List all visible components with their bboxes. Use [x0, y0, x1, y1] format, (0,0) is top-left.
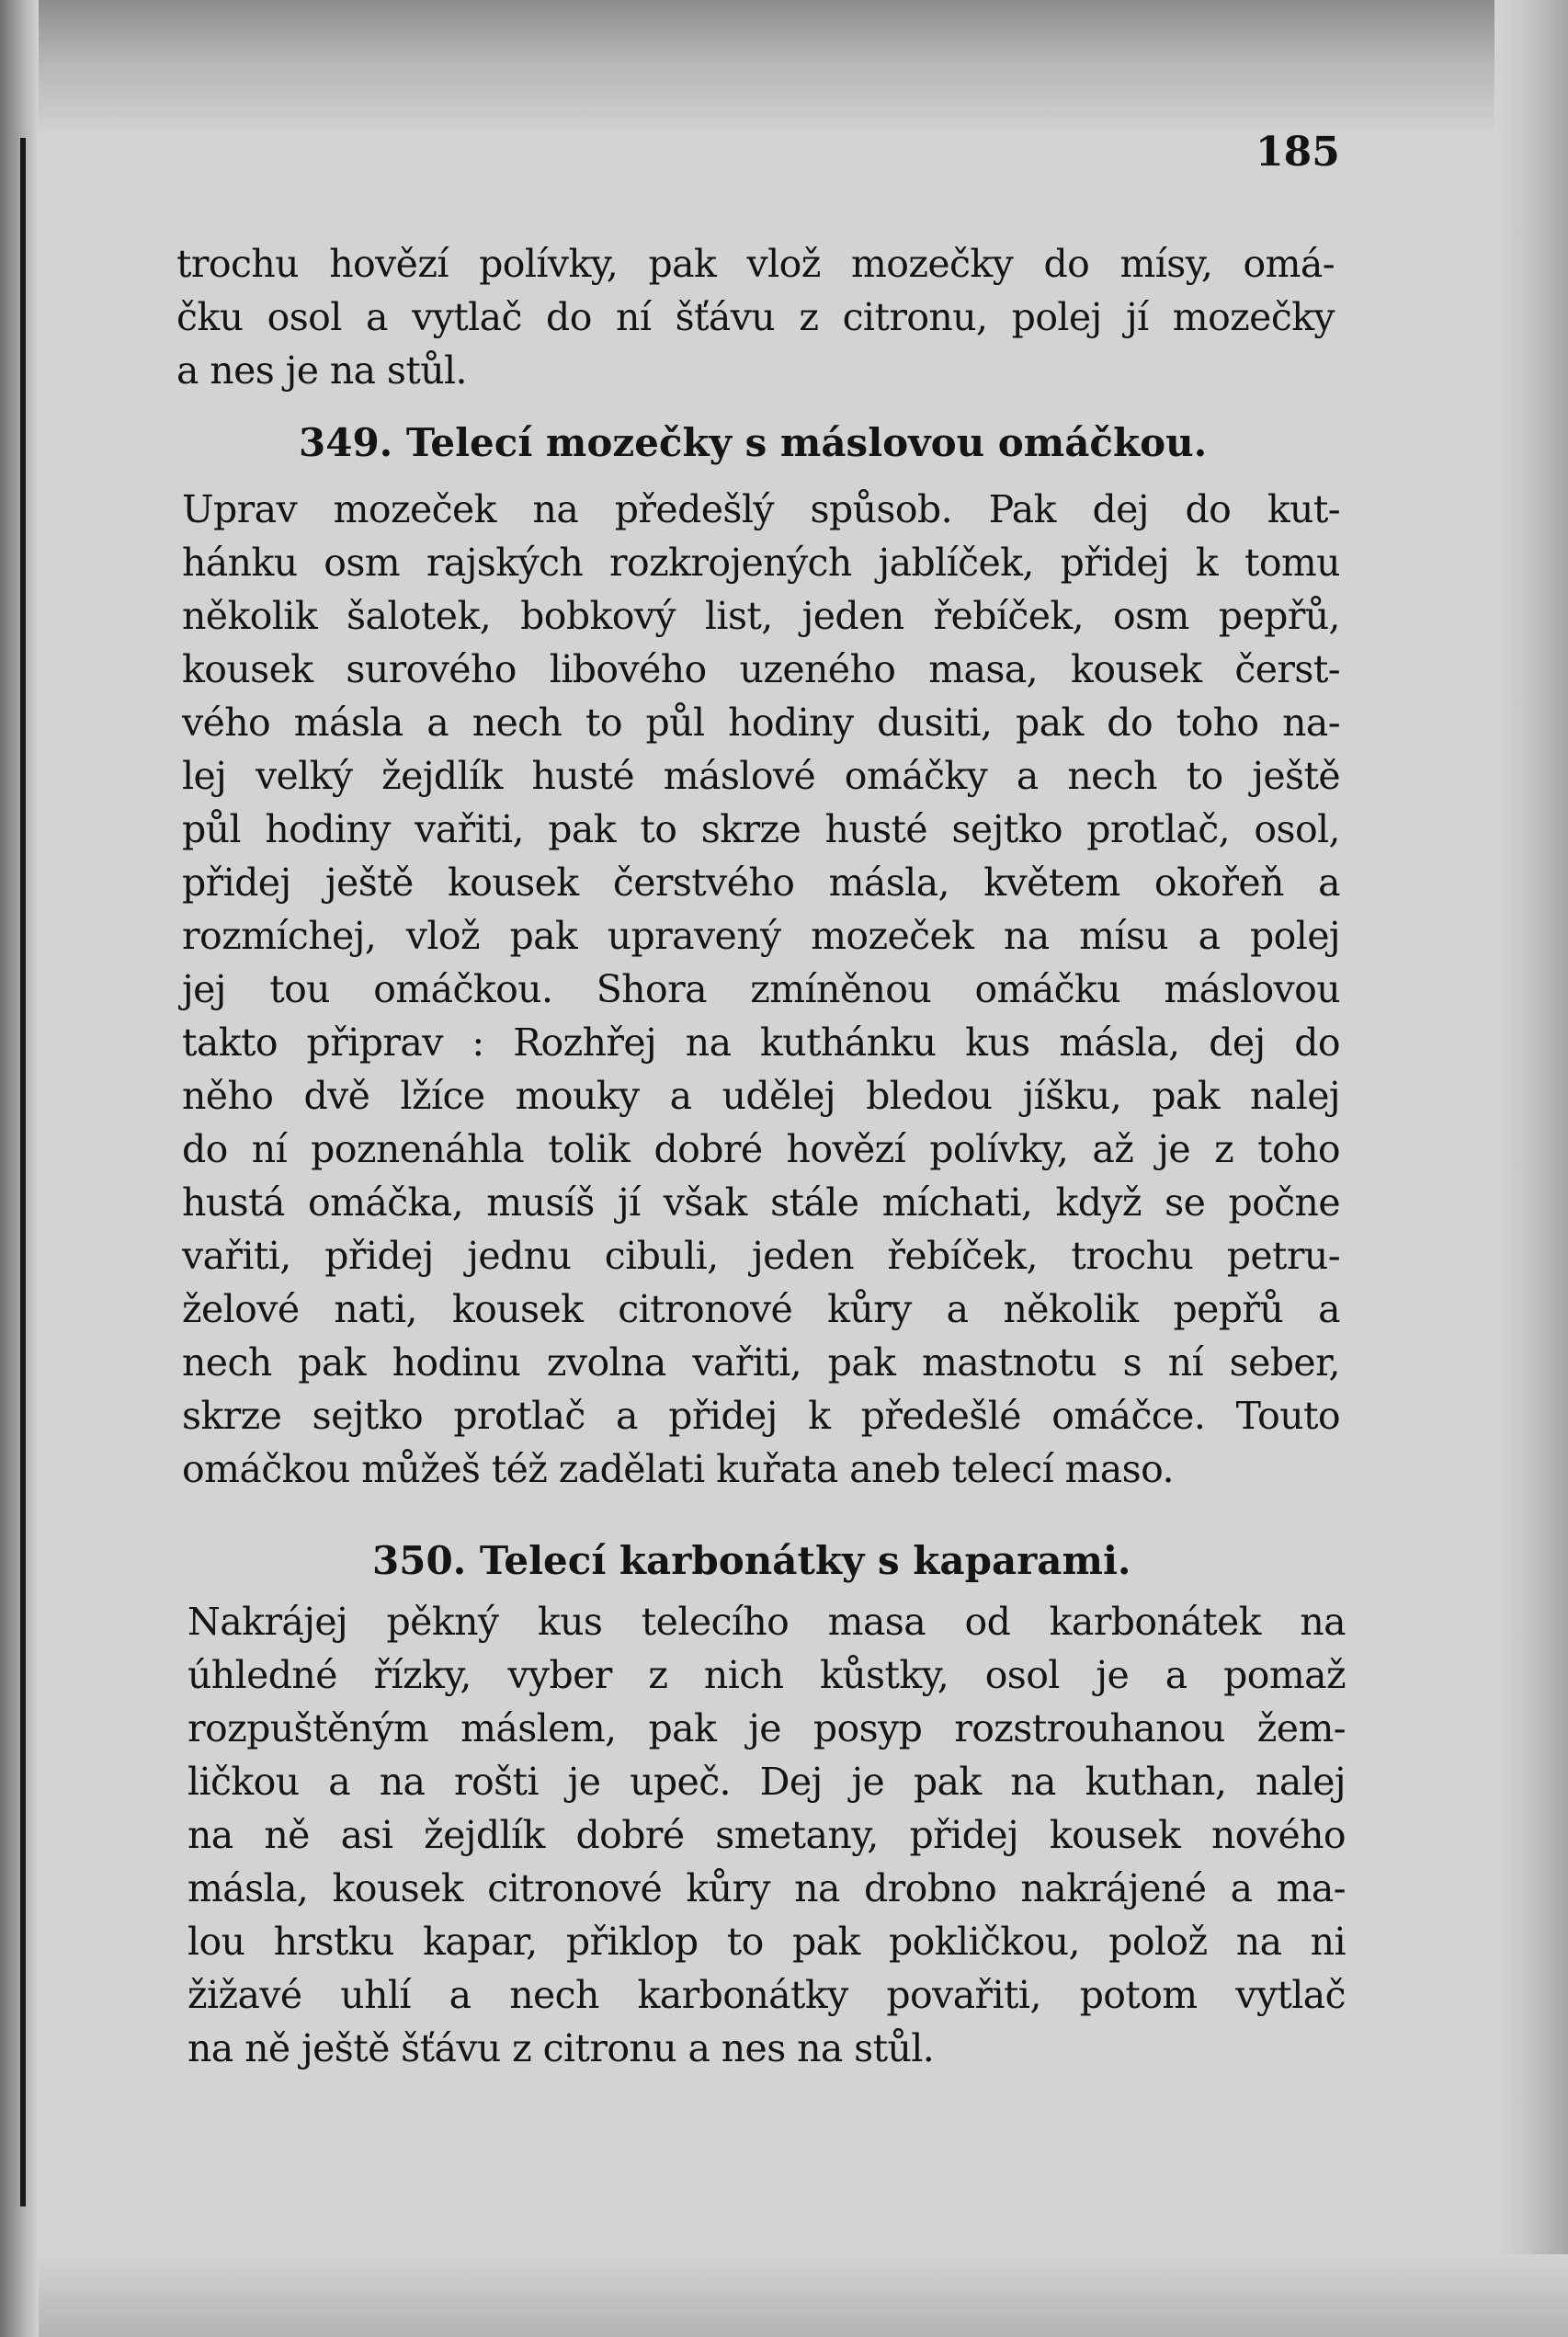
- text-line: něho dvě lžíce mouky a udělej bledou jíšku, pak nalej: [182, 1074, 1340, 1118]
- text-line: na ně ještě šťávu z citronu a nes na stůl.: [187, 2026, 935, 2070]
- text-line: Nakrájej pěkný kus telecího masa od karbonátek na: [187, 1600, 1346, 1644]
- text-line: skrze sejtko protlač a přidej k předešlé omáčce. Touto: [182, 1394, 1340, 1438]
- text-line: vého másla a nech to půl hodiny dusiti, pak do toho na-: [182, 701, 1340, 745]
- text-line: hustá omáčka, musíš jí však stále míchati, když se počne: [182, 1180, 1340, 1225]
- text-line: hánku osm rajských rozkrojených jablíček, přidej k tomu: [182, 541, 1340, 585]
- recipe-350-title: 350. Telecí karbonátky s kaparami.: [372, 1538, 1131, 1583]
- text-line: trochu hovězí polívky, pak vlož mozečky do mísy, omá-: [176, 242, 1335, 286]
- page-number: 185: [1256, 129, 1340, 176]
- text-line: půl hodiny vařiti, pak to skrze husté sejtko protlač, osol,: [182, 807, 1340, 851]
- text-line: takto připrav : Rozhřej na kuthánku kus másla, dej do: [182, 1020, 1340, 1065]
- scan-bottom-shadow: [0, 2254, 1568, 2337]
- text-line: žižavé uhlí a nech karbonátky povařiti, potom vytlač: [187, 1973, 1346, 2017]
- text-line: másla, kousek citronové kůry na drobno nakrájené a ma-: [187, 1866, 1346, 1910]
- intro-paragraph: [176, 237, 1335, 397]
- recipe-349-body: [182, 483, 1340, 1496]
- text-line: lej velký žejdlík husté máslové omáčky a nech to ještě: [182, 754, 1340, 798]
- text-line: kousek surového libového uzeného masa, kousek čerst-: [182, 647, 1340, 691]
- recipe-349-title: 349. Telecí mozečky s máslovou omáčkou.: [299, 420, 1208, 465]
- binding-dark-line: [20, 138, 26, 2206]
- text-line: jej tou omáčkou. Shora zmíněnou omáčku máslovou: [182, 967, 1340, 1011]
- text-line: na ně asi žejdlík dobré smetany, přidej kousek nového: [187, 1813, 1346, 1857]
- text-line: omáčkou můžeš též zadělati kuřata aneb telecí maso.: [182, 1447, 1174, 1491]
- book-binding-edge: [0, 0, 39, 2337]
- recipe-350-body: [187, 1595, 1346, 2075]
- text-line: úhledné řízky, vyber z nich kůstky, osol je a pomaž: [187, 1653, 1346, 1697]
- text-line: rozmíchej, vlož pak upravený mozeček na mísu a polej: [182, 914, 1340, 958]
- text-line: do ní poznenáhla tolik dobré hovězí polívky, až je z toho: [182, 1127, 1340, 1171]
- text-line: nech pak hodinu zvolna vařiti, pak mastnotu s ní seber,: [182, 1340, 1340, 1385]
- text-line: několik šalotek, bobkový list, jeden řebíček, osm pepřů,: [182, 594, 1340, 638]
- text-line: ličkou a na rošti je upeč. Dej je pak na kuthan, nalej: [187, 1760, 1346, 1804]
- text-line: rozpuštěným máslem, pak je posyp rozstrouhanou žem-: [187, 1706, 1346, 1750]
- text-line: přidej ještě kousek čerstvého másla, květem okořeň a: [182, 861, 1340, 905]
- text-line: želové nati, kousek citronové kůry a několik pepřů a: [182, 1287, 1340, 1331]
- text-line: a nes je na stůl.: [176, 348, 467, 393]
- text-line: vařiti, přidej jednu cibuli, jeden řebíček, trochu petru-: [182, 1234, 1340, 1278]
- text-line: čku osol a vytlač do ní šťávu z citronu, polej jí mozečky: [176, 295, 1335, 339]
- text-line: Uprav mozeček na předešlý spůsob. Pak dej do kut-: [182, 487, 1340, 531]
- scan-top-shadow: [0, 0, 1568, 138]
- scan-right-shadow: [1494, 0, 1568, 2337]
- text-line: lou hrstku kapar, přiklop to pak pokličkou, polož na ni: [187, 1920, 1346, 1964]
